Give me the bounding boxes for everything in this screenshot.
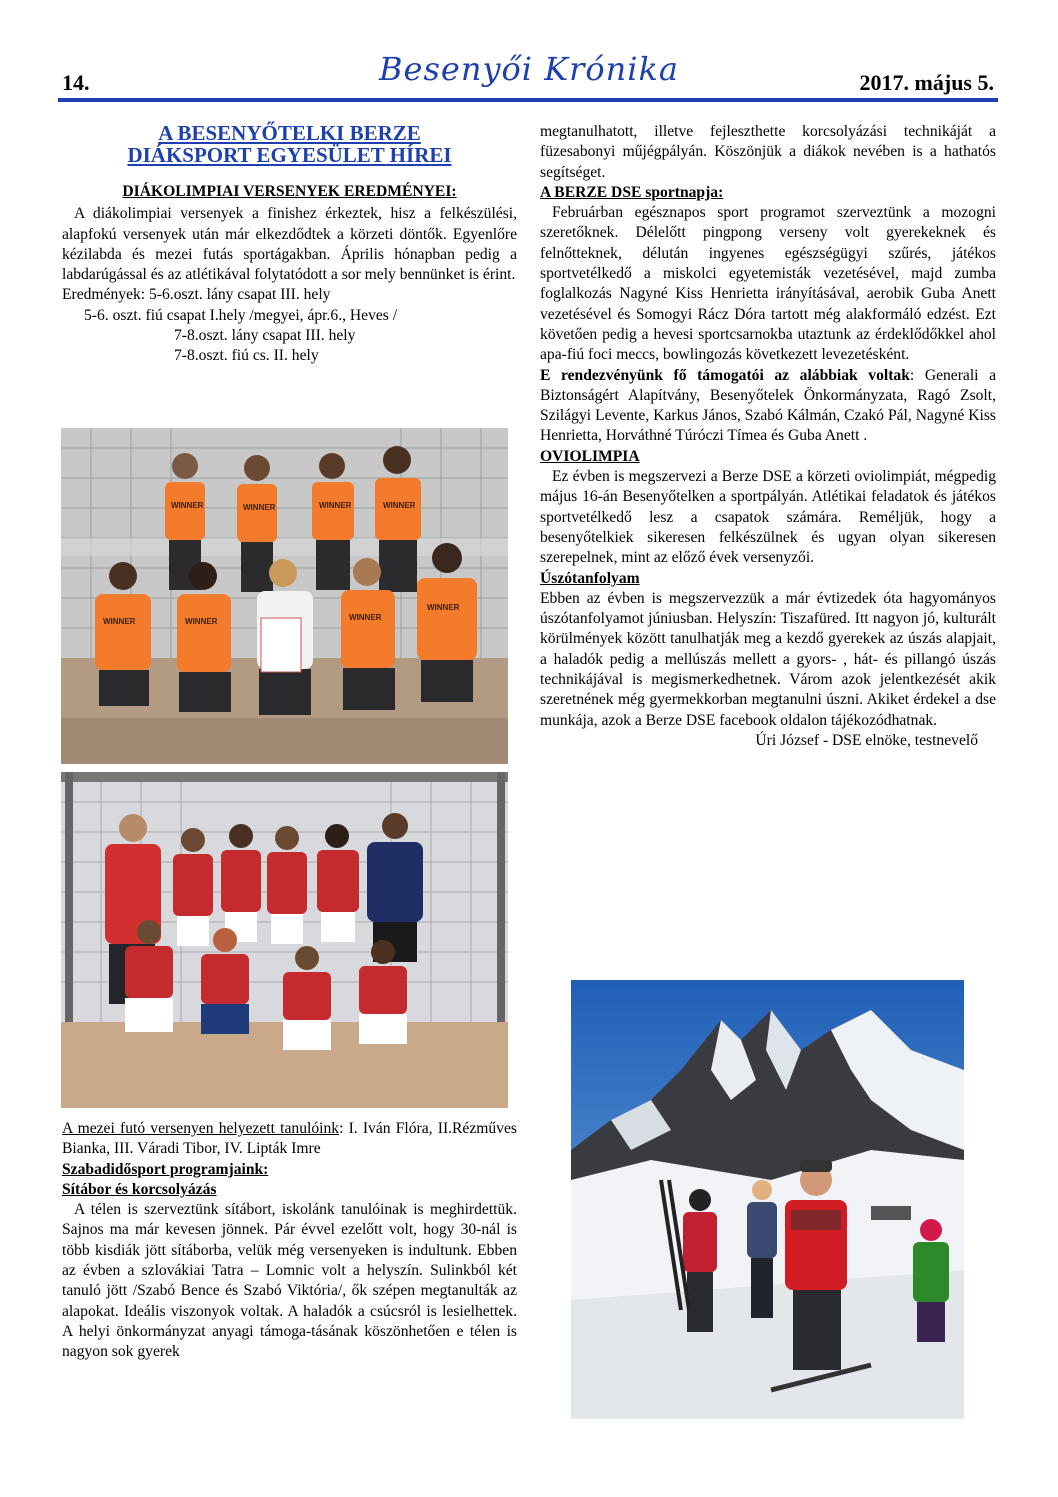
left-column-bottom bbox=[62, 1119, 517, 1363]
sponsors-paragraph bbox=[540, 366, 996, 447]
article-heading-line1: A BESENYŐTELKI BERZE bbox=[158, 121, 421, 145]
runners-paragraph bbox=[62, 1119, 517, 1160]
intro-paragraph: A diákolimpiai versenyek a finishez érkeztek, hisz a felkészülési, alapfokú versenyek után már elkezdődtek a körzeti döntők. Egyenlőre kézilabda és mezei futás sportágakban. Április hónapban pedig a labdarúgással és az atlétikával folytatódott a sor mely bennünket is érint. bbox=[62, 205, 517, 284]
left-column-top bbox=[62, 122, 517, 367]
boys-team-photo bbox=[61, 772, 508, 1108]
issue-date: 2017. május 5. bbox=[859, 70, 994, 95]
ovi-paragraph: Ez évben is megszervezi a Berze DSE a körzeti oviolimpiát, mégpedig május 16-án Besenyőtelken a sportpályán. Atlétikai feladatok és játékos sportvetélkedő lesz a csapatok számára. Reméljük, hogy a besenyőtelkiek sikeresen felkészülnek és ugyan olyan sikeresen szerepelnek, mint az előző évek versenyzői. bbox=[540, 468, 996, 567]
sponsors-text: : Generali a Biztonságért Alapítvány, Besenyőtelek Önkormányzata, Ragó Zsolt, Szilágyi Levente, Karkus János, Szabó Kálmán, Czakó Pál, Nagyné Kiss Henrietta, Horváthné Túróczi Tímea és Guba Anett . bbox=[540, 366, 996, 445]
girls-team-photo bbox=[61, 428, 508, 764]
article-heading-line2: DIÁKSPORT EGYESÜLET HÍREI bbox=[127, 143, 452, 167]
ski-heading: Sítábor és korcsolyázás bbox=[62, 1180, 217, 1198]
ski-camp-photo bbox=[571, 980, 964, 1419]
svg-text:WINNER: WINNER bbox=[103, 617, 136, 626]
header-rule bbox=[58, 98, 998, 102]
masthead-title: Besenyői Krónika bbox=[379, 50, 679, 88]
result-line-1: Eredmények: 5-6.oszt. lány csapat III. hely bbox=[62, 286, 331, 304]
swim-paragraph: Ebben az évben is megszervezzük a már évtizedek óta hagyományos úszótanfolyamot júniusban. Helyszín: Tiszafüred. Itt nagyon jó, kulturált körülmények között tanulhatják meg a kezdő gyerekek az úszás alapjait, a haladók pedig a mellúszás mellett a gyors- , hát- és pillangó úszás technikájával is megismerkedhetnek. Várom azok jelentkezését akik szeretnének még gyermekkorban megtanulni úszni. Akiket érdekel a dse munkája, azok a Berze DSE facebook oldalon tájékozódhatnak. bbox=[540, 589, 996, 729]
svg-text:WINNER: WINNER bbox=[185, 617, 218, 626]
svg-text:WINNER: WINNER bbox=[383, 501, 416, 510]
ski-paragraph: A télen is szerveztünk sítábort, iskolánk tanulóinak is meghirdettük. Sajnos ma már kevesen jönnek. Pár évvel ezelőtt volt, hogy 30-nál is több kisdiák jött sítáborba, velük még versenyeken is indultunk. Ebben az évben a szlovákiai Tatra – Lomnic volt a helyszín. Sulinkból két tanuló jött /Szabó Bence és Szabó Viktória/, ők szépen megtanulták az alapokat. Ideális viszonyok voltak. A haladók a csúcsról is lesielhettek. A helyi önkormányzat anyagi támoga-tásának köszönhetően e télen is nagyon sok gyerek bbox=[62, 1201, 517, 1361]
sportday-paragraph: Februárban egésznapos sport programot szerveztünk a mozogni szeretőknek. Délelőtt pingpong verseny volt gyerekeknek és felnőtteknek, délután ingyenes egészségügyi szűrés, játékos sportvetélkedő a miskolci egyetemisták vezetésével, majd zumba foglalkozás Nagyné Kiss Henrietta irányításával, aerobik Guba Anett vezetésével és Somogyi Rácz Dóra tartott még alakformáló edzést. Ezt követően pedig a hevesi sportcsarnokba utaztunk az érdeklődőkkel ahol apa-fiú foci meccs, bowlingozás következett levezetésként. bbox=[540, 204, 996, 364]
runners-label: A mezei futó versenyen helyezett tanulóink bbox=[62, 1120, 340, 1137]
right-column bbox=[540, 122, 996, 751]
swim-heading: Úszótanfolyam bbox=[540, 569, 640, 587]
ovi-heading: OVIOLIMPIA bbox=[540, 447, 640, 465]
signature: Úri József - DSE elnöke, testnevelő bbox=[755, 731, 978, 749]
sponsors-label: E rendezvényünk fő támogatói az alábbiak voltak bbox=[540, 366, 910, 384]
free-sport-heading: Szabadidősport programjaink: bbox=[62, 1160, 269, 1178]
result-line-4: 7-8.oszt. fiú cs. II. hely bbox=[174, 347, 319, 365]
results-subheading: DIÁKOLIMPIAI VERSENYEK EREDMÉNYEI: bbox=[122, 183, 457, 200]
winner-shirt-label: WINNER bbox=[171, 501, 204, 510]
result-line-2: 5-6. oszt. fiú csapat I.hely /megyei, ápr.6., Heves / bbox=[84, 306, 398, 324]
svg-text:WINNER: WINNER bbox=[349, 613, 382, 622]
result-line-3: 7-8.oszt. lány csapat III. hely bbox=[174, 327, 356, 345]
svg-text:WINNER: WINNER bbox=[427, 603, 460, 612]
runners-text: : I. Iván Flóra, II.Rézműves Bianka, III. Váradi Tibor, IV. Lipták Imre bbox=[62, 1120, 517, 1158]
svg-text:WINNER: WINNER bbox=[243, 503, 276, 512]
sportday-heading: A BERZE DSE sportnapja: bbox=[540, 183, 724, 201]
continuation-paragraph: megtanulhatott, illetve fejleszthette korcsolyázási technikáját a füzesabonyi műjégpályán. Köszönjük a diákok nevében is a hathatós segítséget. bbox=[540, 123, 996, 181]
page-number: 14. bbox=[62, 70, 90, 95]
svg-text:WINNER: WINNER bbox=[319, 501, 352, 510]
